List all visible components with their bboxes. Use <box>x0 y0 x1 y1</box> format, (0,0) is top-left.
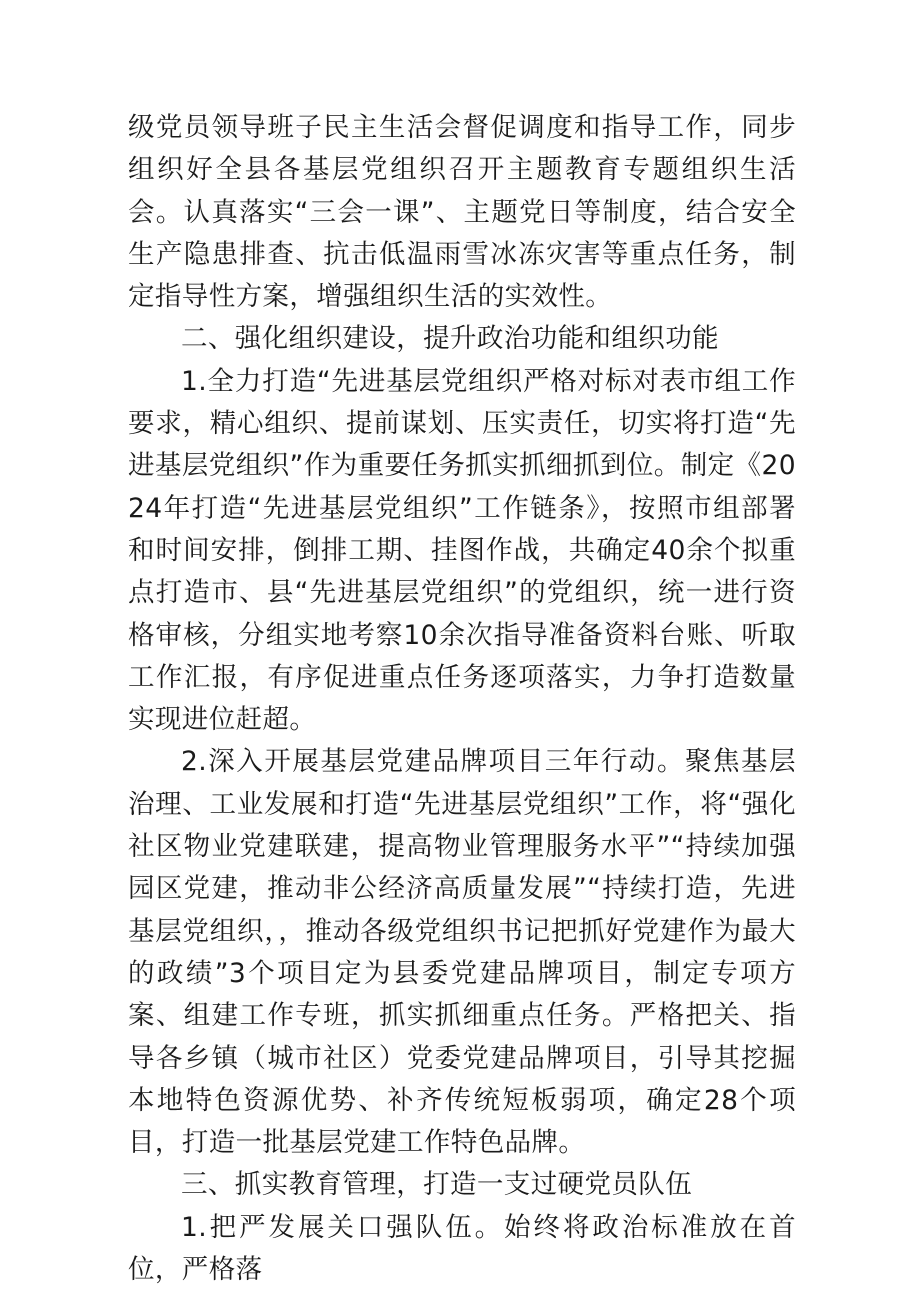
document-body <box>128 107 796 1291</box>
paragraph-brand-project: 2.深入开展基层党建品牌项目三年行动。聚焦基层治理、工业发展和打造“先进基层党组织”工作，将“强化社区物业党建联建，提高物业管理服务水平”“持续加强园区党建，推动非公经济高质量发展”“持续打造，先进基层党组织，，推动各级党组织书记把抓好党建作为最大的政绩”3个项目定为县委党建品牌项目，制定专项方案、组建工作专班，抓实抓细重点任务。严格把关、指导各乡镇（城市社区）党委党建品牌项目，引导其挖掘本地特色资源优势、补齐传统短板弱项，确定28个项目，打造一批基层党建工作特色品牌。 <box>128 746 796 1159</box>
paragraph-advanced-party-organization: 1.全力打造“先进基层党组织严格对标对表市组工作要求，精心组织、提前谋划、压实责任，切实将打造“先进基层党组织”作为重要任务抓实抓细抓到位。制定《2024年打造“先进基层党组织”工作链条》，按照市组部署和时间安排，倒排工期、挂图作战，共确定40余个拟重点打造市、县“先进基层党组织”的党组织，统一进行资格审核，分组实地考察10余次指导准备资料台账、听取工作汇报，有序促进重点任务逐项落实，力争打造数量实现进位赶超。 <box>128 365 796 736</box>
paragraph-organization-life: 级党员领导班子民主生活会督促调度和指导工作，同步组织好全县各基层党组织召开主题教育专题组织生活会。认真落实“三会一课”、主题党日等制度，结合安全生产隐患排查、抗击低温雨雪冰冻灾害等重点任务，制定指导性方案，增强组织生活的实效性。 <box>128 112 796 313</box>
paragraph-development-gate: 1.把严发展关口强队伍。始终将政治标准放在首位，严格落 <box>128 1211 796 1286</box>
section-heading-two: 二、强化组织建设，提升政治功能和组织功能 <box>181 323 719 355</box>
section-heading-three: 三、抓实教育管理，打造一支过硬党员队伍 <box>181 1169 693 1201</box>
